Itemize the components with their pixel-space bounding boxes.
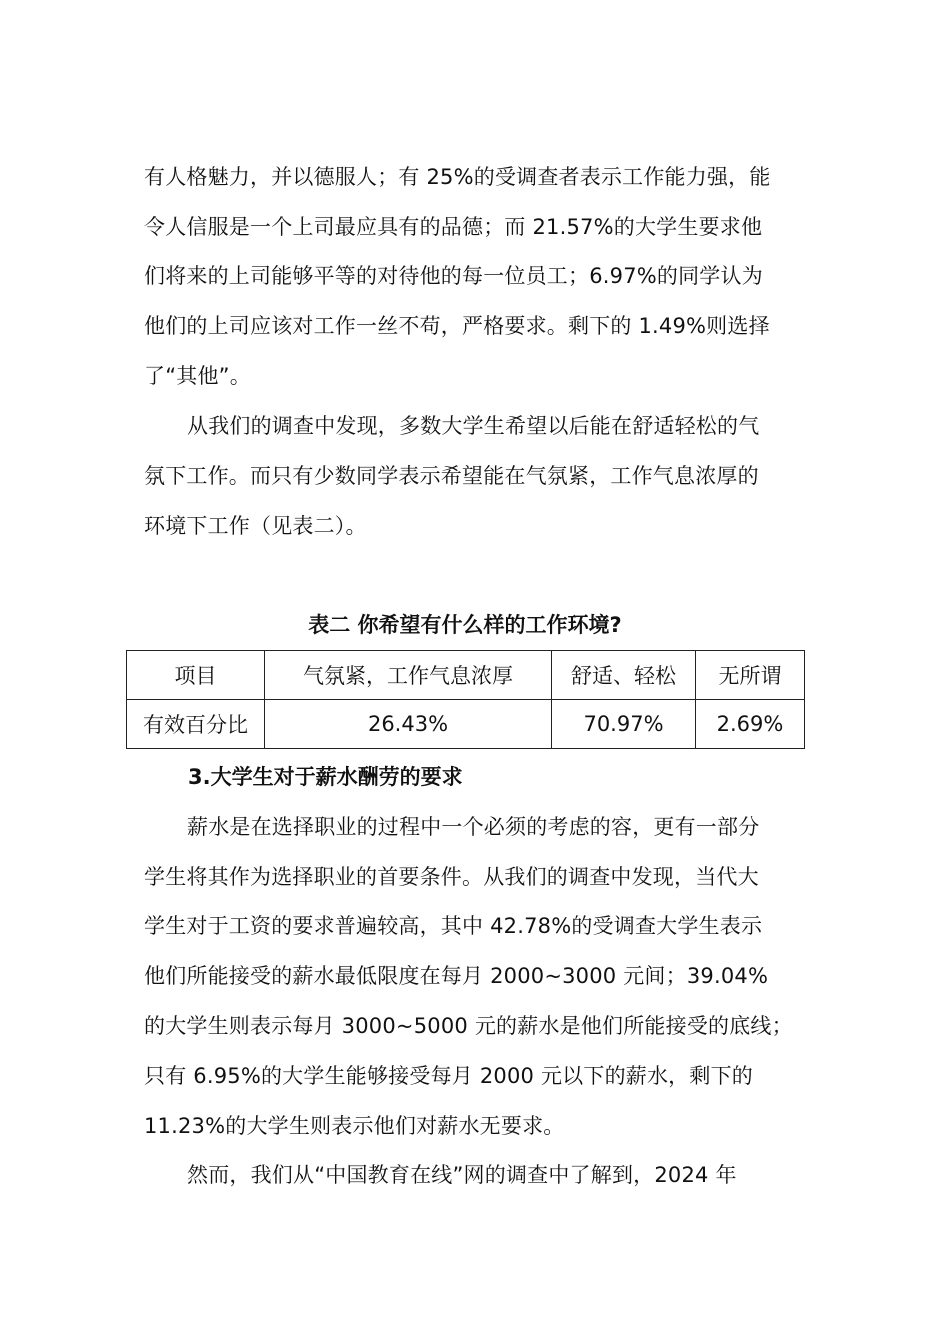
table-row [127,700,805,749]
value-tense-atmosphere: 26.43% [265,700,552,749]
section-3-heading: 3.大学生对于薪水酬劳的要求 [188,765,463,789]
paragraph-3-line-5: 的大学生则表示每月 3000~5000 元的薪水是他们所能接受的底线； [144,1014,793,1038]
row-label: 有效百分比 [127,700,265,749]
header-item: 项目 [127,651,265,700]
table-2-caption: 表二 你希望有什么样的工作环境? [308,613,622,637]
paragraph-1-line-5: 了“其他”。 [144,364,251,388]
value-comfortable: 70.97% [552,700,696,749]
paragraph-3-line-7: 11.23%的大学生则表示他们对薪水无要求。 [144,1114,565,1138]
paragraph-4-line-1: 然而，我们从“中国教育在线”网的调查中了解到，2024 年 [187,1163,737,1187]
paragraph-2-line-3: 环境下工作（见表二）。 [144,514,367,538]
paragraph-3-line-2: 学生将其作为选择职业的首要条件。从我们的调查中发现，当代大 [144,865,759,889]
paragraph-3-line-4: 他们所能接受的薪水最低限度在每月 2000~3000 元间；39.04% [144,964,769,988]
work-environment-table [126,650,805,749]
header-indifferent: 无所谓 [696,651,805,700]
paragraph-1-line-1: 有人格魅力，并以德服人；有 25%的受调查者表示工作能力强，能 [144,165,771,189]
paragraph-1-line-3: 们将来的上司能够平等的对待他的每一位员工；6.97%的同学认为 [144,264,763,288]
header-comfortable: 舒适、轻松 [552,651,696,700]
paragraph-3-line-1: 薪水是在选择职业的过程中一个必须的考虑的容，更有一部分 [187,815,760,839]
paragraph-2-line-2: 氛下工作。而只有少数同学表示希望能在气氛紧，工作气息浓厚的 [144,464,759,488]
paragraph-1-line-2: 令人信服是一个上司最应具有的品德；而 21.57%的大学生要求他 [144,215,763,239]
paragraph-2-line-1: 从我们的调查中发现，多数大学生希望以后能在舒适轻松的气 [187,414,760,438]
table-header-row [127,651,805,700]
paragraph-1-line-4: 他们的上司应该对工作一丝不苟，严格要求。剩下的 1.49%则选择 [144,314,770,338]
paragraph-3-line-3: 学生对于工资的要求普遍较高，其中 42.78%的受调查大学生表示 [144,914,763,938]
value-indifferent: 2.69% [696,700,805,749]
header-tense-atmosphere: 气氛紧，工作气息浓厚 [265,651,552,700]
paragraph-3-line-6: 只有 6.95%的大学生能够接受每月 2000 元以下的薪水，剩下的 [144,1064,753,1088]
